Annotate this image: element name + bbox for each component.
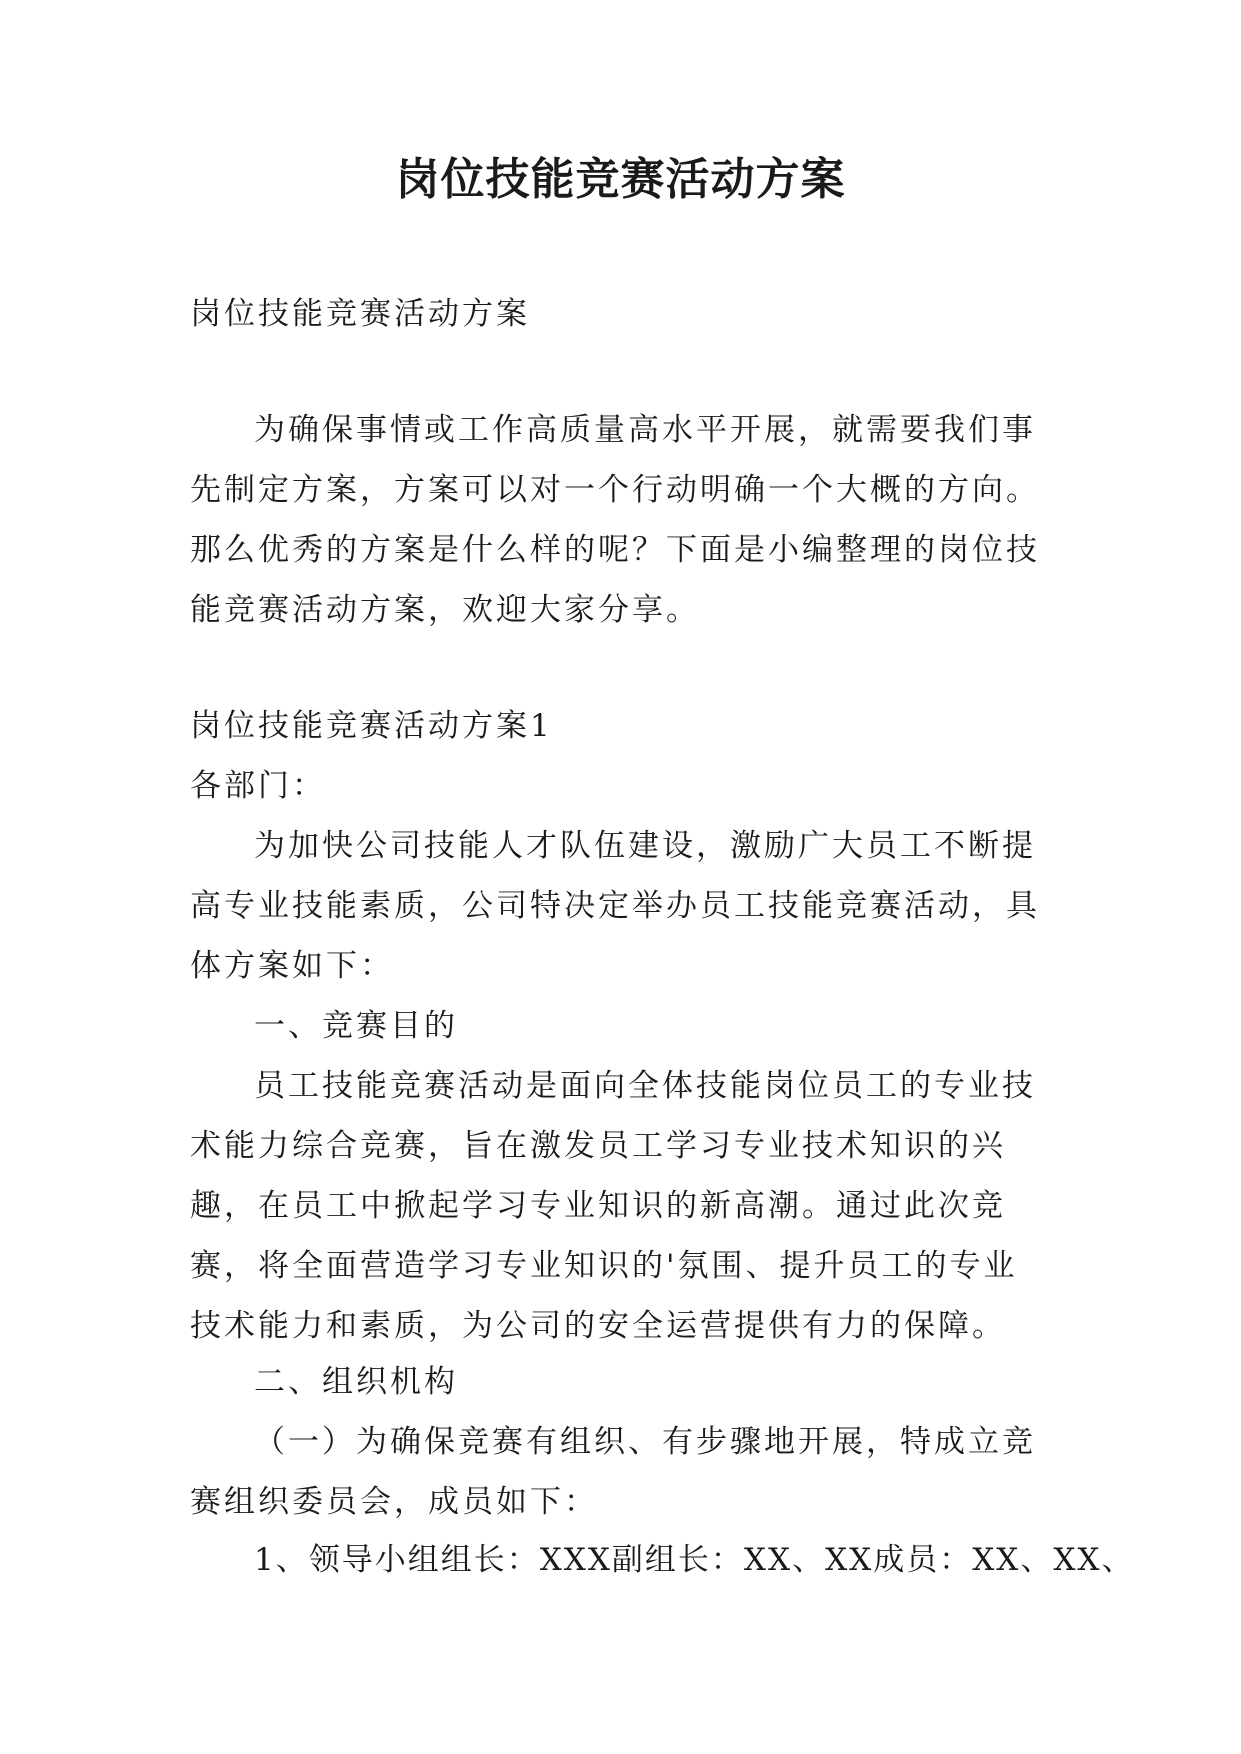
body-paragraph-4: 1、领导小组组长：XXX副组长：XX、XX成员：XX、XX、 — [254, 1542, 1135, 1578]
heading-goal: 一、竞赛目的 — [254, 1008, 458, 1044]
salutation: 各部门： — [190, 768, 326, 804]
document-subtitle: 岗位技能竞赛活动方案 — [190, 296, 530, 332]
document-title: 岗位技能竞赛活动方案 — [395, 154, 846, 205]
body-paragraph-2: 员工技能竞赛活动是面向全体技能岗位员工的专业技术能力综合竞赛，旨在激发员工学习专业技术知识的兴趣，在员工中掀起学习专业知识的新高潮。通过此次竞赛，将全面营造学习专业知识的'氛围、提升员工的专业技术能力和素质，为公司的安全运营提供有力的保障。 — [190, 1068, 1036, 1344]
heading-organization: 二、组织机构 — [254, 1364, 458, 1400]
section-title: 岗位技能竞赛活动方案1 — [190, 708, 553, 744]
intro-paragraph: 为确保事情或工作高质量高水平开展，就需要我们事先制定方案，方案可以对一个行动明确一个大概的方向。那么优秀的方案是什么样的呢？下面是小编整理的岗位技能竞赛活动方案，欢迎大家分享。 — [190, 412, 1040, 628]
body-paragraph-3: （一）为确保竞赛有组织、有步骤地开展，特成立竞赛组织委员会，成员如下： — [190, 1424, 1036, 1520]
body-paragraph-1: 为加快公司技能人才队伍建设，激励广大员工不断提高专业技能素质，公司特决定举办员工技能竞赛活动，具体方案如下： — [190, 828, 1040, 984]
